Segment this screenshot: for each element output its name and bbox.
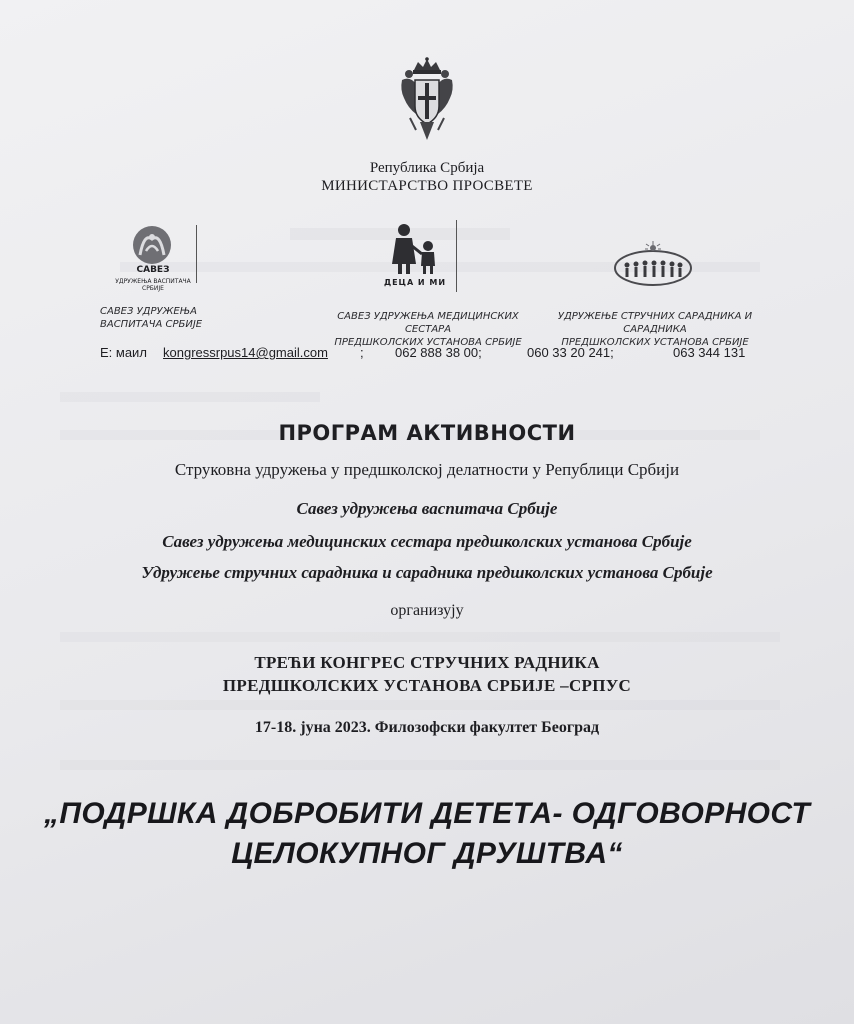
udruzenje-saradnika-logo-icon	[612, 240, 694, 288]
slogan-line: ЦЕЛОКУПНОГ ДРУШТВА“	[231, 837, 623, 870]
savez-vaspitaca-logo	[115, 225, 198, 292]
contact-separator: ;	[360, 345, 364, 360]
deca-i-mi-logo-text: ДЕЦА И МИ	[383, 278, 447, 287]
phone-number: 062 888 38 00;	[395, 345, 482, 360]
udruzenje-saradnika-caption	[535, 310, 775, 349]
phone-number: 063 344 131	[673, 345, 746, 360]
organization-name: Удружење стручних сарадника и сарадника предшколских установа Србије	[141, 563, 713, 582]
caption-line: ВАСПИТАЧА СРБИЈЕ	[100, 319, 203, 330]
bleed-through-mark	[60, 392, 320, 402]
program-subtitle: Струковна удружења у предшколској делатности у Републици Србији	[174, 460, 680, 479]
caption-line: САВЕЗ УДРУЖЕЊА МЕДИЦИНСКИХ СЕСТАРА	[337, 311, 519, 335]
email-label: Е: маил	[100, 345, 147, 360]
organization-name: Савез удружења васпитача Србије	[296, 499, 558, 518]
organize-text: организују	[390, 602, 464, 619]
congress-title-line: ПРЕДШКОЛСКИХ УСТАНОВА СРБИЈЕ –СРПУС	[222, 676, 632, 695]
phone-number: 060 33 20 241;	[527, 345, 614, 360]
ministry-name: МИНИСТАРСТВО ПРОСВЕТЕ	[321, 178, 533, 194]
program-title: ПРОГРАМ АКТИВНОСТИ	[278, 421, 576, 445]
deca-i-mi-logo	[380, 220, 460, 295]
caption-line: ПРЕДШКОЛСКИХ УСТАНОВА СРБИЈЕ	[334, 337, 522, 348]
bleed-through-mark	[60, 760, 780, 770]
caption-line: УДРУЖЕЊЕ СТРУЧНИХ САРАДНИКА И САРАДНИКА	[557, 311, 753, 335]
logo-divider	[196, 225, 197, 283]
congress-dates: 17-18. јуна 2023. Филозофски факултет Београд	[254, 719, 600, 736]
savez-vaspitaca-caption	[100, 305, 250, 331]
bleed-through-mark	[60, 632, 780, 642]
savez-medicinskih-sestara-caption	[318, 310, 538, 349]
mother-child-icon	[384, 220, 444, 276]
savez-logo-subtext: УДРУЖЕЊА ВАСПИТАЧА СРБИЈЕ	[115, 278, 191, 292]
congress-title-line: ТРЕЋИ КОНГРЕС СТРУЧНИХ РАДНИКА	[254, 653, 600, 672]
logo-divider	[456, 220, 457, 292]
caption-line: ПРЕДШКОЛСКИХ УСТАНОВА СРБИЈЕ	[561, 337, 749, 348]
organization-name: Савез удружења медицинских сестара предшколских установа Србије	[162, 532, 692, 551]
savez-logo-text: САВЕЗ	[136, 265, 170, 275]
email-link[interactable]: kongressrpus14@gmail.com	[163, 345, 328, 360]
caption-line: САВЕЗ УДРУЖЕЊА	[100, 306, 198, 317]
bleed-through-mark	[60, 700, 780, 710]
slogan-line: „ПОДРШКА ДОБРОБИТИ ДЕТЕТА- ОДГОВОРНОСТ	[43, 797, 811, 830]
country-name: Република Србија	[369, 160, 485, 176]
serbia-coat-of-arms-icon	[396, 56, 458, 148]
